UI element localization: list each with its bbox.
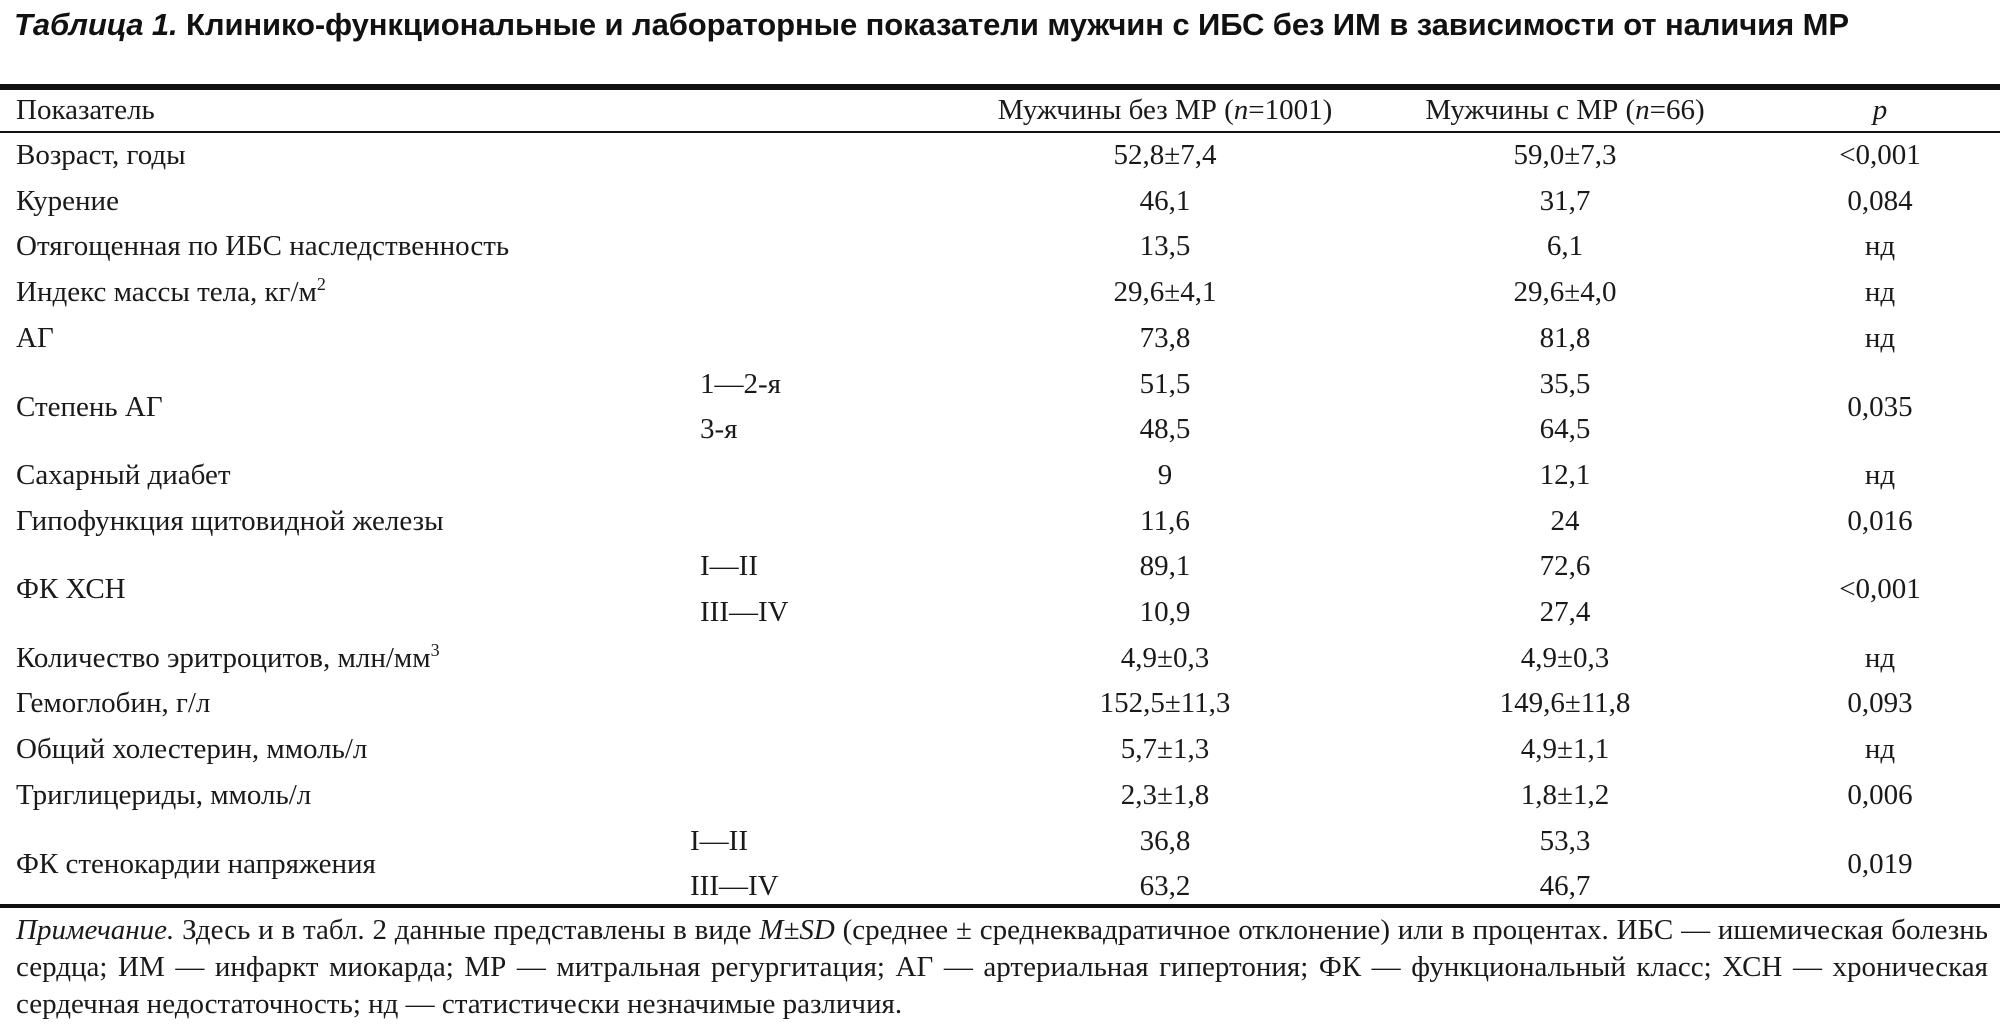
note-label: Примечание. [16,914,175,946]
table-caption-text: Клинико-функциональные и лабораторные показатели мужчин с ИБС без ИМ в зависимости от наличия МР [177,7,1849,42]
note-msd: M±SD [759,914,835,946]
note-text-2: (среднее ± среднеквадратичное отклонение) или в процентах. ИБС — ишемическая болезнь сердца; ИМ — инфаркт миокарда; МР — митральная регургитация; АГ — артериальная гипертония; ФК — функциональный класс; ХСН — хроническая сердечная недостаточность; нд — статистически незначимые различия. [16,914,1988,1020]
cell-without-mr: 4,9±0,3 [1120,641,1210,674]
cell-without-mr: 48,5 [1139,413,1191,446]
cell-with-mr: 4,9±1,1 [1520,733,1610,766]
cell-param [16,179,119,225]
cell-without-mr: 52,8±7,4 [1113,139,1217,171]
cell-without-mr: 51,5 [1139,367,1191,400]
table-row [0,636,2000,682]
header-col-a-n: n [1233,94,1249,126]
cell-param [16,681,210,727]
cell-without-mr: 2,3±1,8 [1120,778,1210,811]
table-row [0,681,2000,727]
cell-with-mr: 149,6±11,8 [1499,687,1631,720]
cell-param-text: Индекс массы тела, кг/м [16,276,317,309]
cell-with-mr: 35,5 [1539,367,1591,400]
cell-p-value: <0,001 [1839,139,1921,171]
cell-p-value: нд [1864,230,1896,263]
cell-param [16,270,326,316]
cell-without-mr: 36,8 [1139,824,1191,857]
header-col-b-suffix: =66) [1649,94,1705,126]
table-row [0,224,2000,270]
cell-p-value: 0,016 [1847,504,1913,537]
cell-p-value: 0,093 [1847,687,1913,720]
table-row [0,544,2000,635]
cell-param-text: Гипофункция щитовидной железы [16,504,444,537]
cell-subgroup: 3-я [700,413,738,446]
cell-param-text: Курение [16,184,119,217]
cell-with-mr: 12,1 [1539,458,1591,491]
cell-param-text: Сахарный диабет [16,458,231,491]
cell-with-mr: 29,6±4,0 [1513,276,1617,309]
table-caption [14,8,1989,42]
cell-without-mr: 11,6 [1140,504,1190,537]
cell-param [16,636,440,682]
cell-param: Степень АГ [16,390,163,423]
cell-with-mr: 59,0±7,3 [1513,139,1617,171]
cell-param-text: Триглицериды, ммоль/л [16,778,312,811]
cell-subgroup: 1—2-я [700,367,781,400]
cell-p-value: нд [1864,276,1896,309]
cell-param-text: АГ [16,321,54,354]
table-caption-label: Таблица 1. [14,7,178,42]
cell-param [16,773,311,819]
cell-p-value: 0,006 [1847,778,1913,811]
table-row [0,362,2000,453]
table-note [16,912,1988,1023]
cell-param [16,133,186,179]
cell-without-mr: 73,8 [1139,321,1191,354]
cell-p-value: нд [1864,733,1896,766]
cell-p-value: 0,035 [1847,390,1913,423]
cell-subgroup: III—IV [690,870,779,903]
header-param: Показатель [16,94,155,126]
header-col-p: p [1872,94,1888,126]
cell-subgroup: III—IV [700,595,789,628]
cell-without-mr: 9 [1157,458,1173,491]
cell-param-text: Возраст, годы [16,139,186,171]
cell-with-mr: 53,3 [1539,824,1591,857]
cell-param-text: Отягощенная по ИБС наследственность [16,230,510,263]
table-row [0,773,2000,819]
header-col-a-prefix: Мужчины без МР ( [997,94,1234,126]
cell-with-mr: 1,8±1,2 [1520,778,1610,811]
table-row [0,453,2000,499]
cell-param-text: Количество эритроцитов, млн/мм [16,641,431,674]
header-col-without-mr [970,90,1360,131]
cell-without-mr: 89,1 [1139,550,1191,583]
cell-p-value: 0,084 [1847,184,1913,217]
cell-without-mr: 152,5±11,3 [1099,687,1231,720]
cell-without-mr: 63,2 [1139,870,1191,903]
cell-with-mr: 31,7 [1539,184,1591,217]
table-row [0,270,2000,316]
header-col-a-suffix: =1001) [1248,94,1333,126]
cell-with-mr: 72,6 [1539,550,1591,583]
cell-subgroup: I—II [700,550,758,583]
cell-without-mr: 29,6±4,1 [1113,276,1217,309]
cell-without-mr: 46,1 [1139,184,1191,217]
cell-param: ФК ХСН [16,573,126,606]
table-bottom-rule [0,904,2000,908]
cell-p-value: нд [1864,641,1896,674]
note-text-1: Здесь и в табл. 2 данные представлены в виде [174,914,760,946]
cell-param-text: Гемоглобин, г/л [16,687,211,720]
cell-param [16,316,54,362]
cell-param-text: Общий холестерин, ммоль/л [16,733,368,766]
header-col-b-prefix: Мужчины с МР ( [1425,94,1636,126]
cell-p-value: нд [1864,321,1896,354]
table-row [0,727,2000,773]
cell-with-mr: 4,9±0,3 [1520,641,1610,674]
table-row [0,179,2000,225]
cell-with-mr: 64,5 [1539,413,1591,446]
cell-p-value: нд [1864,458,1896,491]
cell-with-mr: 24 [1550,504,1580,537]
cell-with-mr: 6,1 [1546,230,1584,263]
cell-param [16,499,444,545]
cell-with-mr: 81,8 [1539,321,1591,354]
cell-param-superscript: 2 [316,274,326,295]
cell-with-mr: 46,7 [1539,870,1591,903]
table-row [0,499,2000,545]
header-col-b-n: n [1635,94,1650,126]
cell-param [16,727,367,773]
cell-without-mr: 10,9 [1139,595,1191,628]
cell-param: ФК стенокардии напряжения [16,847,376,880]
cell-p-value: 0,019 [1847,847,1913,880]
header-col-with-mr [1390,90,1740,131]
cell-subgroup: I—II [690,824,748,857]
cell-without-mr: 13,5 [1139,230,1191,263]
cell-p-value: <0,001 [1839,573,1921,606]
cell-param-superscript: 3 [430,639,440,660]
cell-with-mr: 27,4 [1539,595,1591,628]
cell-param [16,453,231,499]
cell-param [16,224,509,270]
table-row [0,819,2000,910]
table-row [0,133,2000,179]
table-row [0,316,2000,362]
cell-without-mr: 5,7±1,3 [1120,733,1210,766]
